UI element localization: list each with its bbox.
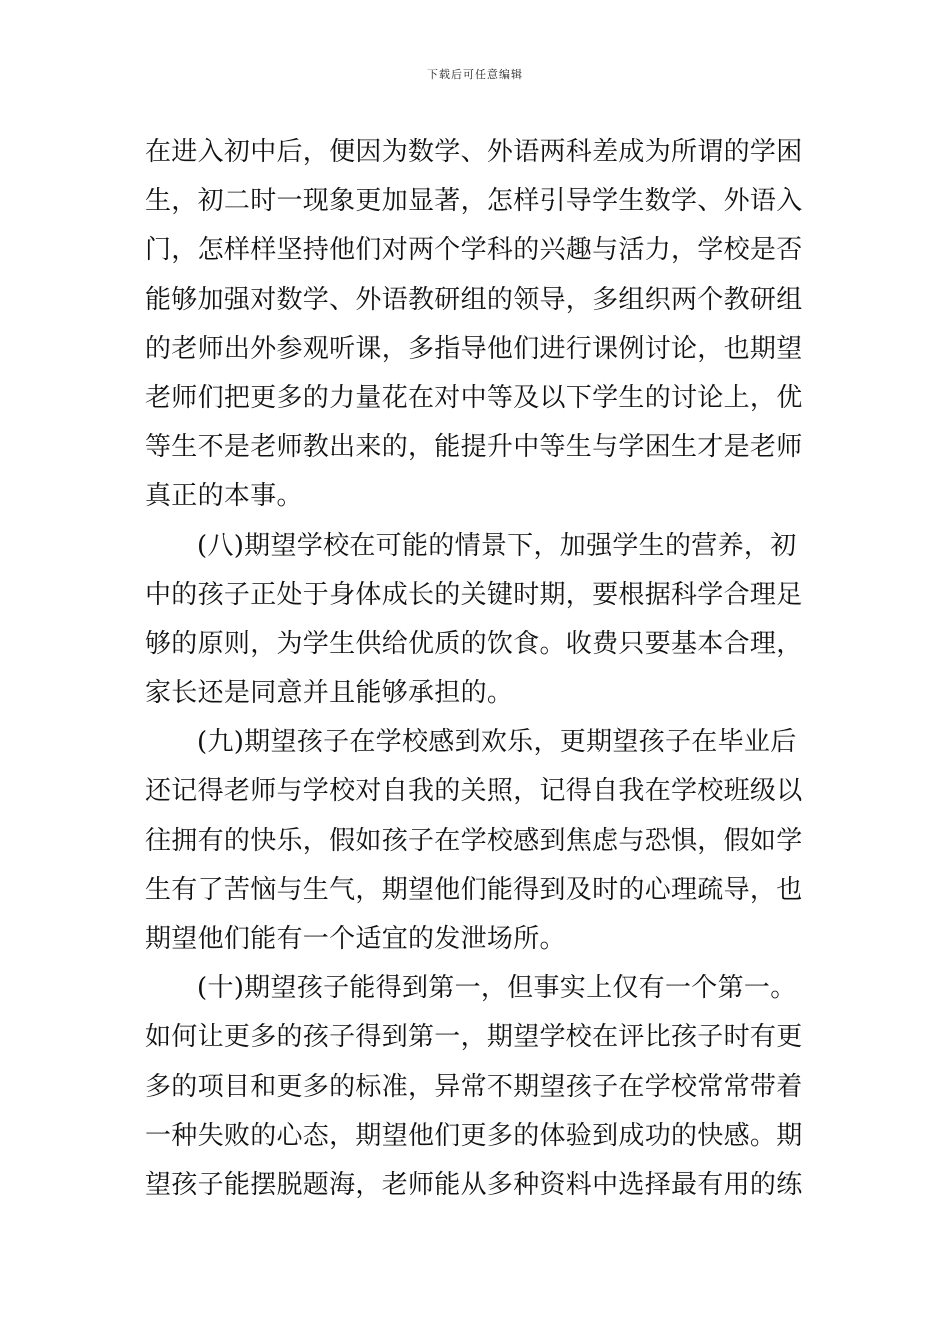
page-header: 下载后可任意编辑	[427, 68, 523, 81]
text-line: (八)期望学校在可能的情景下，加强学生的营养，初	[197, 530, 797, 561]
body-text	[145, 128, 810, 1210]
text-line: 门，怎样样坚持他们对两个学科的兴趣与活力，学校是否	[145, 235, 803, 266]
text-line: 的老师出外参观听课，多指导他们进行课例讨论，也期望	[145, 333, 803, 364]
text-line: 在进入初中后，便因为数学、外语两科差成为所谓的学困	[145, 137, 803, 167]
text-line: 生，初二时一现象更加显著，怎样引导学生数学、外语入	[145, 186, 803, 217]
text-line: 真正的本事。	[145, 481, 303, 512]
text-line: 老师们把更多的力量花在对中等及以下学生的讨论上，优	[145, 382, 803, 413]
text-line: (九)期望孩子在学校感到欢乐，更期望孩子在毕业后	[197, 727, 797, 758]
text-line: 往拥有的快乐，假如孩子在学校感到焦虑与恐惧，假如学	[145, 825, 803, 856]
text-line: 还记得老师与学校对自我的关照，记得自我在学校班级以	[145, 776, 803, 807]
text-line: 如何让更多的孩子得到第一，期望学校在评比孩子时有更	[145, 1022, 803, 1053]
text-line: 家长还是同意并且能够承担的。	[145, 678, 514, 709]
text-line: 期望他们能有一个适宜的发泄场所。	[145, 924, 566, 954]
text-line: 多的项目和更多的标准，异常不期望孩子在学校常常带着	[145, 1071, 803, 1102]
text-line: 能够加强对数学、外语教研组的领导，多组织两个教研组	[145, 284, 803, 315]
text-line: 生有了苦恼与生气，期望他们能得到及时的心理疏导，也	[145, 874, 803, 905]
text-line: 等生不是老师教出来的，能提升中等生与学困生才是老师	[145, 432, 803, 463]
text-line: 够的原则，为学生供给优质的饮食。收费只要基本合理，	[145, 628, 803, 659]
text-line: 中的孩子正处于身体成长的关键时期，要根据科学合理足	[145, 579, 803, 610]
text-line: 一种失败的心态，期望他们更多的体验到成功的快感。期	[145, 1120, 803, 1151]
text-line: 望孩子能摆脱题海，老师能从多种资料中选择最有用的练	[145, 1169, 803, 1200]
text-line: (十)期望孩子能得到第一，但事实上仅有一个第一。	[197, 973, 797, 1004]
